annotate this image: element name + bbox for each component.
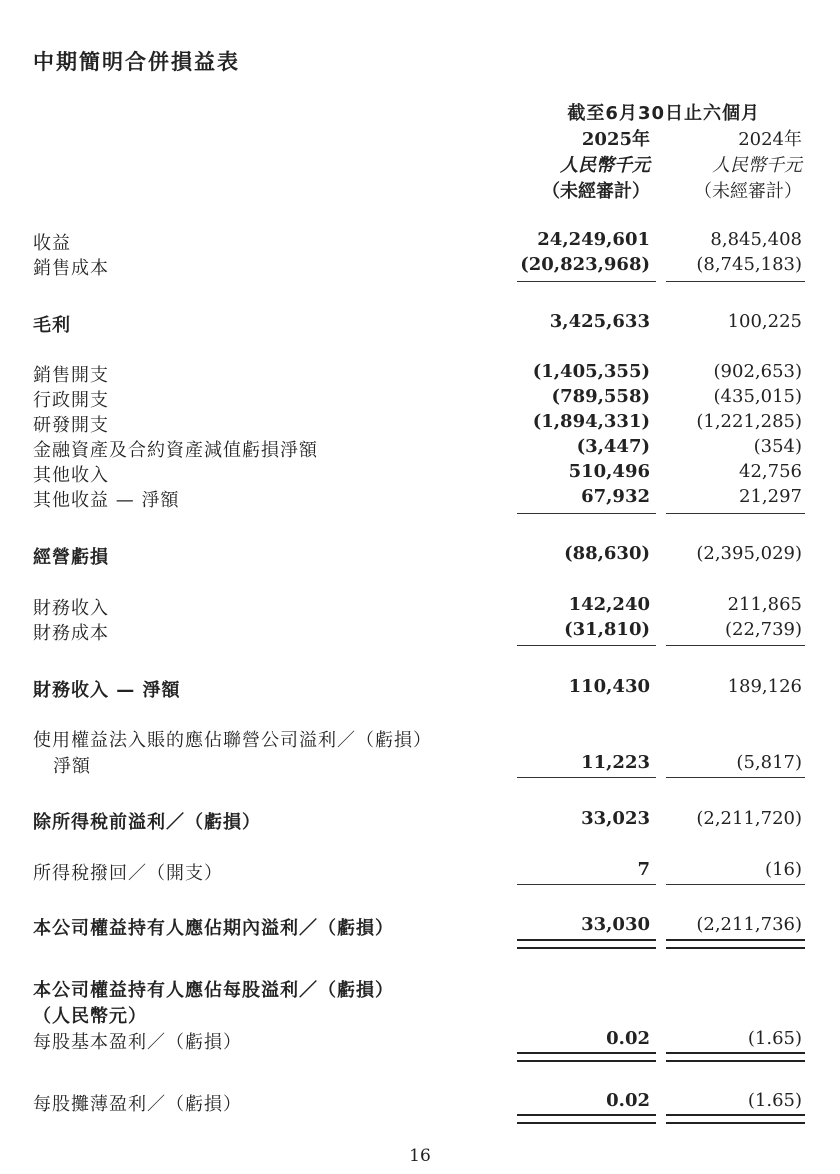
- col-2024-year: 2024年: [738, 129, 802, 150]
- row-label: 研發開支: [33, 415, 109, 436]
- value-2025: (88,630): [564, 543, 650, 564]
- value-2025: 0.02: [606, 1028, 650, 1049]
- value-2024: (16): [765, 859, 802, 880]
- row-profit-before-tax: [0, 808, 840, 832]
- row-finance-costs: [0, 619, 840, 643]
- row-basic-eps: [0, 1028, 840, 1052]
- value-2025: 7: [637, 859, 650, 880]
- row-label: 除所得稅前溢利／（虧損）: [33, 812, 261, 833]
- subtotal-rule: [666, 884, 805, 885]
- row-label: 行政開支: [33, 390, 109, 411]
- value-2024: (1,221,285): [696, 411, 802, 432]
- value-2025: 33,023: [581, 808, 650, 829]
- row-label: 財務收入 — 淨額: [33, 680, 181, 701]
- row-cost-of-sales: [0, 254, 840, 278]
- subtotal-rule: [517, 777, 656, 778]
- row-finance-income: [0, 594, 840, 618]
- subtotal-rule: [517, 884, 656, 885]
- subtotal-rule: [666, 281, 805, 282]
- subtotal-rule: [666, 645, 805, 646]
- value-2025: 110,430: [568, 676, 650, 697]
- row-gross-profit: [0, 311, 840, 335]
- row-label: 財務成本: [33, 623, 109, 644]
- row-label: 每股攤薄盈利／（虧損）: [33, 1094, 242, 1115]
- value-2024: 8,845,408: [710, 229, 802, 250]
- subtotal-rule: [517, 513, 656, 514]
- row-selling-expenses: [0, 361, 840, 385]
- row-revenue: [0, 229, 840, 253]
- row-rd-expenses: [0, 411, 840, 435]
- value-2024: (1.65): [747, 1028, 802, 1049]
- page-number: 16: [409, 1146, 431, 1166]
- subtotal-rule: [517, 645, 656, 646]
- total-double-rule: [517, 939, 656, 949]
- col-2024-unit: 人民幣千元: [712, 155, 802, 176]
- value-2025: (789,558): [551, 386, 650, 407]
- value-2024: (354): [753, 436, 802, 457]
- row-label: 本公司權益持有人應佔期內溢利／（虧損）: [33, 918, 394, 939]
- row-label: 財務收入: [33, 598, 109, 619]
- value-2025: 67,932: [581, 486, 650, 507]
- row-label: 其他收益 — 淨額: [33, 490, 180, 511]
- subtotal-rule: [517, 281, 656, 282]
- total-double-rule: [666, 939, 805, 949]
- value-2025: (31,810): [564, 619, 650, 640]
- value-2025: 510,496: [568, 461, 650, 482]
- value-2025: (1,405,355): [532, 361, 650, 382]
- value-2024: 100,225: [727, 311, 802, 332]
- col-2024-audit: （未經審計）: [694, 181, 802, 202]
- value-2024: 42,756: [739, 461, 802, 482]
- row-other-income: [0, 461, 840, 485]
- row-label: 毛利: [33, 315, 71, 336]
- row-eps-heading: [0, 976, 840, 1000]
- value-2025: (3,447): [576, 436, 650, 457]
- value-2025: 33,030: [581, 914, 650, 935]
- row-label: 使用權益法入賬的應佔聯營公司溢利／（虧損）: [33, 730, 432, 751]
- value-2024: 21,297: [739, 486, 802, 507]
- total-double-rule: [517, 1114, 656, 1124]
- row-label-continued: 淨額: [53, 756, 91, 777]
- row-impairment-losses: [0, 436, 840, 460]
- row-share-of-associates-net: [0, 752, 840, 776]
- total-double-rule: [666, 1114, 805, 1124]
- row-label: 收益: [33, 233, 71, 254]
- col-2025-audit: （未經審計）: [542, 181, 650, 202]
- value-2024: 189,126: [727, 676, 802, 697]
- subtotal-rule: [666, 777, 805, 778]
- row-admin-expenses: [0, 386, 840, 410]
- row-label: 每股基本盈利／（虧損）: [33, 1032, 242, 1053]
- value-2024: (1.65): [747, 1090, 802, 1111]
- value-2024: (435,015): [713, 386, 802, 407]
- row-finance-income-net: [0, 676, 840, 700]
- value-2025: (1,894,331): [532, 411, 650, 432]
- value-2025: 0.02: [606, 1090, 650, 1111]
- row-income-tax: [0, 859, 840, 883]
- row-other-gains-net: [0, 486, 840, 510]
- value-2025: 24,249,601: [537, 229, 650, 250]
- row-label: 銷售成本: [33, 258, 109, 279]
- row-eps-unit: [0, 1002, 840, 1026]
- value-2024: (2,211,720): [696, 808, 802, 829]
- col-2025-year: 2025年: [581, 129, 650, 150]
- row-label: 其他收入: [33, 465, 109, 486]
- value-2024: (8,745,183): [696, 254, 802, 275]
- row-diluted-eps: [0, 1090, 840, 1114]
- row-label: 所得稅撥回／（開支）: [33, 863, 223, 884]
- total-double-rule: [666, 1052, 805, 1062]
- row-share-of-associates: [0, 726, 840, 750]
- row-profit-for-period: [0, 914, 840, 938]
- subtotal-rule: [666, 513, 805, 514]
- value-2025: 11,223: [581, 752, 650, 773]
- value-2025: (20,823,968): [520, 254, 650, 275]
- row-label: 銷售開支: [33, 365, 109, 386]
- value-2024: (2,211,736): [696, 914, 802, 935]
- row-label-continued: （人民幣元）: [33, 1006, 147, 1027]
- row-label: 經營虧損: [33, 547, 109, 568]
- value-2025: 3,425,633: [549, 311, 650, 332]
- total-double-rule: [517, 1052, 656, 1062]
- value-2024: (5,817): [736, 752, 802, 773]
- value-2024: (22,739): [724, 619, 802, 640]
- row-label: 金融資產及合約資產減值虧損淨額: [33, 440, 318, 461]
- value-2024: (902,653): [713, 361, 802, 382]
- value-2024: (2,395,029): [696, 543, 802, 564]
- value-2024: 211,865: [727, 594, 802, 615]
- row-label: 本公司權益持有人應佔每股溢利／（虧損）: [33, 980, 394, 1001]
- col-2025-unit: 人民幣千元: [560, 155, 650, 176]
- value-2025: 142,240: [568, 594, 650, 615]
- period-header: 截至6月30日止六個月: [567, 103, 760, 124]
- row-operating-loss: [0, 543, 840, 567]
- statement-title: 中期簡明合併損益表: [33, 50, 240, 74]
